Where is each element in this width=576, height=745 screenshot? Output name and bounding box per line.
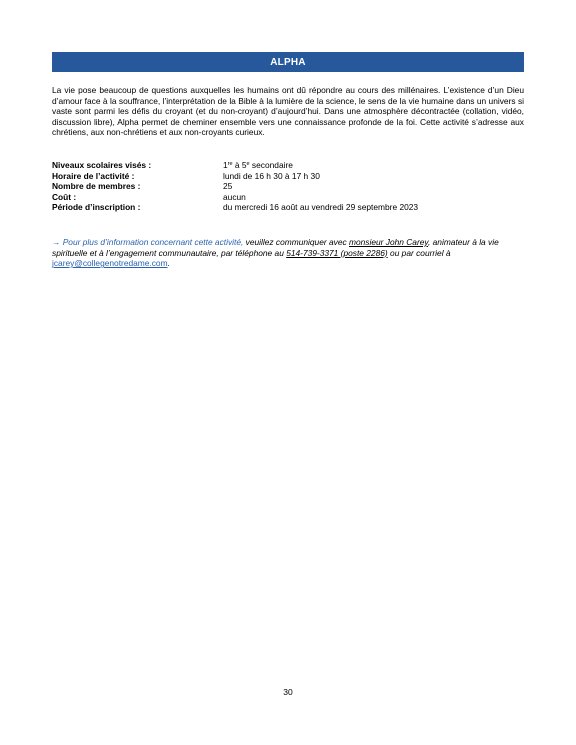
- levels-middle: à 5: [232, 160, 247, 170]
- contact-email-link[interactable]: jcarey@collegenotredame.com: [52, 258, 168, 269]
- contact-name: monsieur John Carey: [349, 237, 428, 247]
- schedule-value: lundi de 16 h 30 à 17 h 30: [223, 170, 320, 181]
- schedule-label: Horaire de l’activité :: [52, 170, 135, 181]
- members-value: 25: [223, 181, 233, 192]
- levels-rest: secondaire: [249, 160, 293, 170]
- registration-value: du mercredi 16 août au vendredi 29 septembre 2023: [223, 202, 419, 213]
- levels-value: [223, 160, 524, 171]
- levels-second-sup: e: [246, 161, 250, 167]
- section-title: ALPHA: [270, 56, 306, 68]
- section-title-banner: [52, 52, 524, 72]
- levels-first-number: 1: [223, 160, 228, 170]
- levels-first-sup: re: [227, 161, 233, 167]
- detail-row-members: [52, 181, 524, 192]
- more-info-arrow-text: → Pour plus d’information concernant cette activité,: [52, 237, 244, 247]
- page-number: 30: [283, 687, 293, 697]
- contact-information: [52, 237, 524, 269]
- cost-value: aucun: [223, 191, 246, 202]
- levels-label: Niveaux scolaires visés :: [52, 160, 152, 170]
- detail-row-schedule: [52, 171, 524, 182]
- contact-phone: 514-739-3371 (poste 2286): [286, 247, 388, 258]
- detail-row-registration: [52, 202, 524, 213]
- detail-row-cost: [52, 192, 524, 203]
- contact-text-3: ou par courriel à: [387, 247, 451, 258]
- members-label: Nombre de membres :: [52, 181, 141, 192]
- detail-row-levels: [52, 160, 524, 171]
- registration-label: Période d’inscription :: [52, 202, 141, 213]
- contact-text-2: , animateur à la vie spirituelle et à l’engagement communautaire, par téléphone au: [52, 237, 499, 258]
- cost-label: Coût :: [52, 191, 77, 202]
- activity-details: [52, 160, 524, 213]
- contact-end: .: [167, 258, 170, 269]
- activity-description: La vie pose beaucoup de questions auxquelles les humains ont dû répondre au cours des millénaires. L’existence d’un Dieu d’amour face à la souffrance, l’interprétation de la Bible à la lumière de la science, le sens de la vie humaine dans un univers si vaste sont parmi les défis du croyant (et du non-croyant) d’aujourd’hui. Dans une atmosphère décontractée (collation, vidéo, discussion libre), Alpha permet de cheminer ensemble vers une connaissance profonde de la foi. Cette activité s’adresse aux chrétiens, aux non-chrétiens et aux non-croyants curieux.: [52, 85, 524, 138]
- contact-text-1: veuillez communiquer avec: [243, 237, 349, 247]
